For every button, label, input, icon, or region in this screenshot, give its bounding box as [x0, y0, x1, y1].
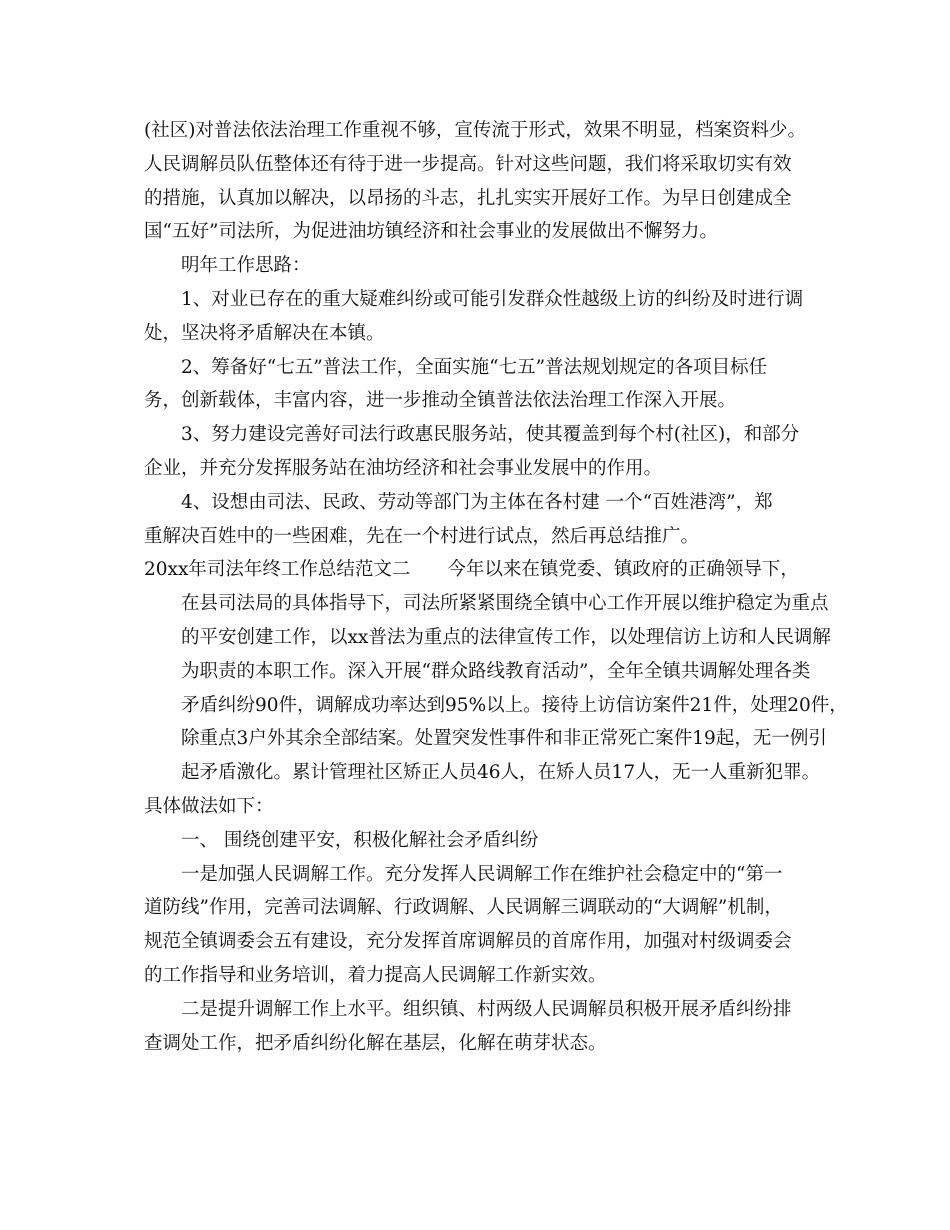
text-line: 企业，并充分发挥服务站在油坊经济和社会事业发展中的作用。	[144, 457, 663, 479]
paragraph-mediation-work	[144, 858, 814, 993]
paragraph-mediation-level	[144, 993, 814, 1061]
text-line: 的平安创建工作，以xx普法为重点的法律宣传工作，以处理信访上访和人民调解	[144, 626, 831, 648]
text-line: 1、对业已存在的重大疑难纠纷或可能引发群众性越级上访的纠纷及时进行调	[181, 288, 804, 310]
text-line: 处，坚决将矛盾解决在本镇。	[144, 322, 385, 344]
document-body	[144, 114, 848, 1060]
text-line: 规范全镇调委会五有建设，充分发挥首席调解员的首席作用，加强对村级调委会	[144, 931, 792, 953]
text-line: 为职责的本职工作。深入开展“群众路线教育活动”，全年全镇共调解处理各类	[144, 660, 811, 682]
text-line: 二是提升调解工作上水平。组织镇、村两级人民调解员积极开展矛盾纠纷排	[181, 998, 792, 1020]
text-line: 重解决百姓中的一些困难，先在一个村进行试点，然后再总结推广。	[144, 525, 700, 547]
text-line: 3、努力建设完善好司法行政惠民服务站，使其覆盖到每个村(社区)，和部分	[181, 424, 800, 446]
text-line: 一、 围绕创建平安，积极化解社会矛盾纠纷	[181, 829, 539, 851]
text-line: 查调处工作，把矛盾纠纷化解在基层，化解在萌芽状态。	[144, 1032, 607, 1054]
text-line: 起矛盾激化。累计管理社区矫正人员46人，在矫人员17人，无一人重新犯罪。	[144, 762, 821, 784]
paragraph-plan-item-3	[144, 418, 814, 486]
text-line: (社区)对普法依法治理工作重视不够，宣传流于形式，效果不明显，档案资料少。	[144, 120, 806, 141]
paragraph-plan-item-4	[144, 486, 814, 554]
text-line: 的工作指导和业务培训，着力提高人民调解工作新实效。	[144, 964, 607, 986]
text-line: 20xx年司法年终工作总结范文二 今年以来在镇党委、镇政府的正确领导下，	[144, 559, 799, 581]
text-line: 道防线”作用，完善司法调解、行政调解、人民调解三调联动的“大调解”机制，	[144, 897, 783, 919]
text-line: 4、设想由司法、民政、劳动等部门为主体在各村建 一个“百姓港湾”，郑	[181, 491, 773, 513]
text-line: 在县司法局的具体指导下，司法所紧紧围绕全镇中心工作开展以维护稳定为重点	[144, 593, 829, 615]
text-line: 除重点3户外其余全部结案。处置突发性事件和非正常死亡案件19起，无一例引	[144, 728, 827, 750]
text-line: 具体做法如下：	[144, 795, 274, 817]
text-line: 矛盾纠纷90件，调解成功率达到95%以上。接待上访信访案件21件，处理20件，	[144, 694, 848, 716]
text-line: 明年工作思路：	[181, 255, 311, 277]
text-line: 一是加强人民调解工作。充分发挥人民调解工作在维护社会稳定中的“第一	[181, 863, 783, 885]
text-line: 务，创新载体，丰富内容，进一步推动全镇普法依法治理工作深入开展。	[144, 390, 737, 412]
paragraph-plan-item-2	[144, 351, 814, 419]
text-line: 的措施，认真加以解决，以昂扬的斗志，扎扎实实开展好工作。为早日创建成全	[144, 187, 792, 209]
section-heading-1	[144, 824, 814, 858]
paragraph-problems	[144, 114, 814, 249]
text-line: 人民调解员队伍整体还有待于进一步提高。针对这些问题，我们将采取切实有效	[144, 153, 792, 175]
text-line: 2、筹备好“七五”普法工作，全面实施“七五”普法规划规定的各项目标任	[181, 356, 768, 378]
text-line: 国“五好”司法所，为促进油坊镇经济和社会事业的发展做出不懈努力。	[144, 221, 718, 243]
paragraph-plan-item-1	[144, 283, 814, 351]
paragraph-sample-two-intro	[144, 553, 848, 823]
paragraph-next-year-heading	[144, 249, 814, 283]
